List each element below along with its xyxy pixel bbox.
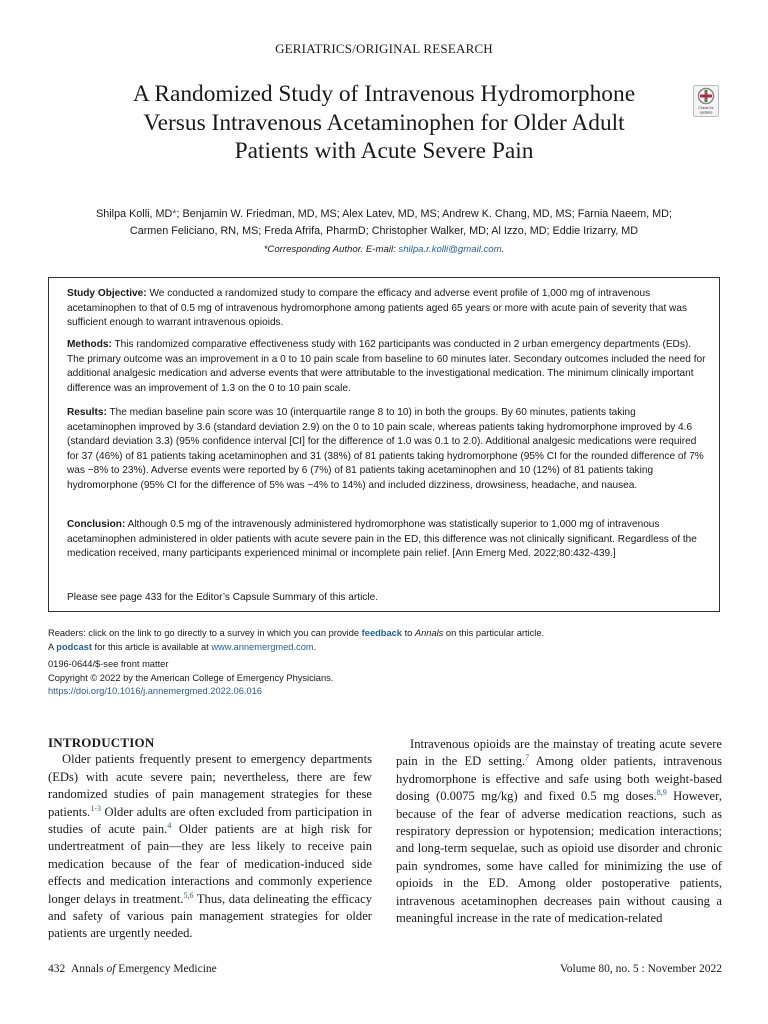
journal-name-post: Emergency Medicine: [115, 963, 217, 975]
crossmark-label-1: Check for: [698, 106, 714, 110]
section-heading-introduction: INTRODUCTION: [48, 735, 155, 750]
p2-part-c: However, because of the fear of adverse medication reactions, such as respiratory depression or hypotension; medication interactions; and long-term sequelae, such as opioid use disorder and chronic pain syndromes, some have called for minimizing the use of opioids in the ED. Among older postoperative patients, intravenous acetaminophen decreases pain without causing a meaningful increase in the rate of medication-related: [396, 789, 722, 926]
crossmark-label-2: updates: [699, 110, 713, 115]
capsule-summary-note: Please see page 433 for the Editor’s Capsule Summary of this article.: [67, 592, 379, 603]
section-label: GERIATRICS/ORIGINAL RESEARCH: [275, 41, 493, 56]
abstract-methods: [67, 338, 707, 396]
p2-part-b: Among older patients, intravenous hydromorphone is effective and safe using both weight-based dosing (0.0075 mg/kg) and fixed 0.5 mg doses.: [396, 754, 722, 804]
feedback-link[interactable]: feedback: [361, 628, 402, 638]
author-rest-line1: ; Benjamin W. Friedman, MD, MS; Alex Latev, MD, MS; Andrew K. Chang, MD, MS; Farnia Naeem, MD;: [176, 208, 672, 220]
p1-part-c: Older patients are at high risk for undertreatment of pain—they are less likely to receive pain medication because of the fear of medication-induced side effects and medication interactions and commonly experience longer delays in treatment.: [48, 822, 372, 906]
p1-part-a: Older patients frequently present to emergency departments (EDs) with acute severe pain; nevertheless, there are few randomized studies of pain management strategies for these patients.: [48, 752, 372, 819]
left-column: [48, 734, 372, 943]
corresp-label: *Corresponding Author. E-mail:: [263, 244, 399, 255]
abstract-objective: [67, 287, 707, 331]
journal-name-of: of: [106, 963, 116, 975]
ref-8-9[interactable]: 8,9: [656, 788, 667, 798]
readers-text3: on this particular article.: [443, 628, 545, 638]
abstract-conclusion: [67, 518, 707, 562]
author-first: Shilpa Kolli, MD: [96, 208, 173, 220]
methods-label: Methods:: [67, 339, 112, 350]
results-text: The median baseline pain score was 10 (interquartile range 8 to 10) in both the groups. By 60 minutes, patients taking acetaminophen improved by 3.6 (standard deviation 2.9) on the 0 to 10 pain scale, whereas patients taking hydromorphone improved by 4.6 (standard deviation 3.3) (95% confidence interval [CI] for the difference of 1.0 was 0.1 to 2.0). Additional analgesic medications were required for 37 (46%) of 81 patients taking acetaminophen and 31 (38%) of 81 patients taking hydromorphone (95% CI for the rounded difference of 7% was −8% to 23%). Adverse events were reported by 6 (7%) of 81 patients taking acetaminophen and 10 (12%) of 81 patients taking hydromorphone (95% CI for the difference of 5% was −4% to 14%) and included dizziness, drowsiness, headache, and nausea.: [67, 407, 704, 491]
p2-part-a: Intravenous opioids are the mainstay of treating acute severe pain in the ED setting.: [396, 737, 722, 769]
ref-1-3[interactable]: 1-3: [90, 803, 101, 813]
ref-4[interactable]: 4: [167, 820, 172, 830]
check-for-updates-badge[interactable]: [693, 85, 719, 117]
corresponding-author-mark[interactable]: *: [172, 208, 177, 220]
readers-line2-pre: A: [48, 641, 57, 652]
readers-text1: Readers: click on the link to go directly to a survey in which you can provide: [48, 628, 362, 638]
intro-paragraph-2: [396, 736, 722, 927]
footer-journal: [48, 963, 217, 975]
podcast-link[interactable]: podcast: [56, 641, 92, 652]
readers-note: [48, 627, 728, 654]
results-label: Results:: [67, 407, 107, 418]
p1-part-d: Thus, data delineating the efficacy and safety of various pain management strategies for older patients are urgently needed.: [48, 891, 372, 941]
footer-volume-info: Volume 80, no. 5 : November 2022: [559, 963, 722, 975]
p1-part-b: Older adults are often excluded from participation in studies of acute pain.: [48, 804, 372, 837]
crossmark-icon: [693, 85, 719, 117]
journal-name-pre: Annals: [71, 963, 107, 975]
methods-text: This randomized comparative effectiveness study with 162 participants was conducted in 2 urban emergency departments (EDs). The primary outcome was an improvement in a 0 to 10 pain scale from baseline to 60 minutes later. Secondary outcomes included the need for additional analgesic medication and adverse events that were attributable to the investigational medication. The minimum clinically important difference was an improvement of 1.3 on the 0 to 10 pain scale.: [67, 339, 706, 394]
corresponding-author-note: [40, 244, 728, 255]
site-link[interactable]: www.annemergmed.com: [211, 641, 314, 652]
intro-paragraph-1: [48, 751, 372, 942]
article-title: A Randomized Study of Intravenous Hydromorphone Versus Intravenous Acetaminophen for Older Adult Patients with Acute Severe Pain: [132, 81, 636, 164]
abstract-results: [67, 406, 707, 494]
readers-line2-end: .: [313, 641, 317, 652]
ref-7[interactable]: 7: [525, 753, 530, 763]
annals-italic: Annals: [414, 628, 444, 638]
conclusion-text: Although 0.5 mg of the intravenously administered hydromorphone was statistically superior to 1,000 mg of intravenous acetaminophen administered in older patients with acute severe pain in the ED, this difference was not clinically significant. Regardless of the medication received, many participants experienced minimal or incomplete pain relief. [Ann Emerg Med. 2022;80:432-439.]: [67, 519, 697, 560]
corresp-email-link[interactable]: shilpa.r.kolli@gmail.com: [398, 244, 502, 255]
author-list: [40, 206, 728, 239]
readers-line2-mid: for this article is available at: [91, 641, 212, 652]
readers-text2: to: [401, 628, 415, 638]
conclusion-label: Conclusion:: [67, 519, 126, 530]
issn-line: 0196-0644/$-see front matter: [48, 659, 169, 669]
page-number: 432: [48, 963, 66, 975]
objective-text: We conducted a randomized study to compare the efficacy and adverse event profile of 1,000 mg of intravenous acetaminophen to that of 0.5 mg of intravenous hydromorphone among patients aged 65 years or more with acute pain of severity that was sufficient enough to warrant intravenous opioids.: [67, 288, 688, 329]
doi-link[interactable]: https://doi.org/10.1016/j.annemergmed.2022.06.016: [48, 686, 262, 697]
author-line2: Carmen Feliciano, RN, MS; Freda Afrifa, PharmD; Christopher Walker, MD; Al Izzo, MD; Eddie Irizarry, MD: [129, 224, 639, 237]
copyright-line: Copyright © 2022 by the American College of Emergency Physicians.: [48, 672, 334, 683]
right-column: [396, 736, 722, 927]
ref-5-6[interactable]: 5,6: [183, 890, 194, 900]
front-matter: [48, 658, 728, 699]
corresp-suffix: .: [501, 244, 505, 255]
objective-label: Study Objective:: [67, 288, 147, 299]
